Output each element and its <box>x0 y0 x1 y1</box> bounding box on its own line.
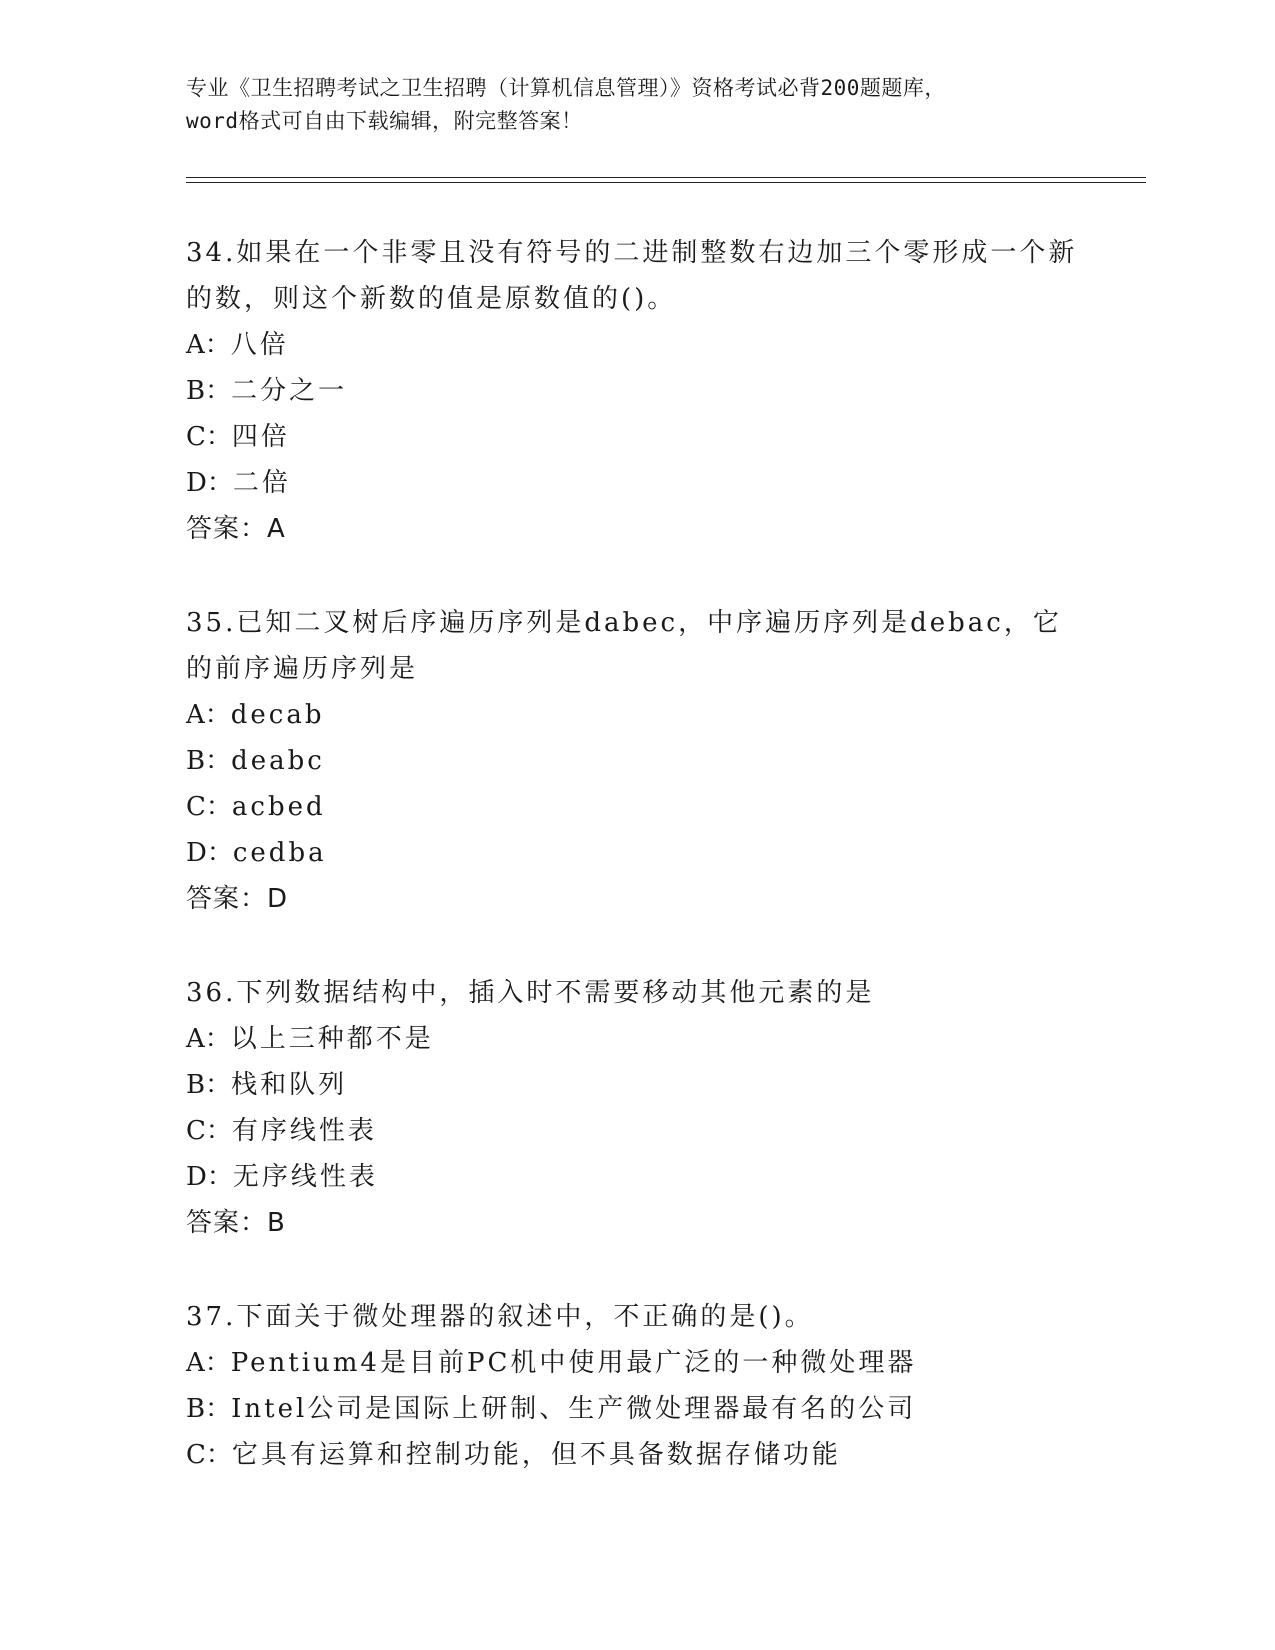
option-letter: C： <box>186 422 232 452</box>
option-text: 二倍 <box>232 468 291 498</box>
answer-line: 答案：D <box>186 884 289 914</box>
question-text: 35.已知二叉树后序遍历序列是dabec，中序遍历序列是debac，它的前序遍历序列是 <box>186 608 1062 684</box>
option-letter: C： <box>186 792 232 822</box>
option-row <box>186 322 1086 368</box>
option-row <box>186 738 1086 784</box>
question-text: 34.如果在一个非零且没有符号的二进制整数右边加三个零形成一个新的数，则这个新数的值是原数值的()。 <box>186 238 1078 314</box>
header-line-2: word格式可自由下载编辑，附完整答案！ <box>186 109 583 133</box>
document-header <box>186 72 1086 138</box>
option-letter: A： <box>186 1348 231 1378</box>
option-row <box>186 460 1086 506</box>
option-letter: A： <box>186 1024 231 1054</box>
option-row <box>186 1340 1086 1386</box>
option-text: 无序线性表 <box>232 1162 378 1192</box>
question-item <box>186 1294 1086 1478</box>
option-text: 八倍 <box>230 330 289 360</box>
option-letter: D： <box>186 838 233 868</box>
question-list <box>186 230 1086 1526</box>
option-text: decab <box>230 700 325 730</box>
option-letter: C： <box>186 1440 232 1470</box>
option-text: 栈和队列 <box>231 1070 348 1100</box>
option-row <box>186 1016 1086 1062</box>
option-text: 四倍 <box>231 422 290 452</box>
answer-line: 答案：A <box>186 514 286 544</box>
option-letter: A： <box>186 330 231 360</box>
header-divider <box>186 177 1146 178</box>
option-row <box>186 1108 1086 1154</box>
option-letter: B： <box>186 376 232 406</box>
option-text: 二分之一 <box>231 376 348 406</box>
option-text: 有序线性表 <box>231 1116 377 1146</box>
option-row <box>186 1386 1086 1432</box>
option-text: Intel公司是国际上研制、生产微处理器最有名的公司 <box>231 1394 917 1424</box>
option-letter: B： <box>186 746 232 776</box>
answer-line: 答案：B <box>186 1208 286 1238</box>
option-text: Pentium4是目前PC机中使用最广泛的一种微处理器 <box>230 1348 917 1378</box>
option-row <box>186 1154 1086 1200</box>
header-line-1: 专业《卫生招聘考试之卫生招聘（计算机信息管理）》资格考试必背200题题库， <box>186 76 946 100</box>
question-item <box>186 600 1086 922</box>
header-divider <box>186 182 1146 183</box>
question-item <box>186 230 1086 552</box>
option-letter: A： <box>186 700 231 730</box>
option-letter: B： <box>186 1070 232 1100</box>
question-text: 37.下面关于微处理器的叙述中，不正确的是()。 <box>186 1302 814 1332</box>
option-letter: B： <box>186 1394 232 1424</box>
option-row <box>186 784 1086 830</box>
option-text: cedba <box>232 838 327 868</box>
option-text: deabc <box>231 746 325 776</box>
option-text: 以上三种都不是 <box>230 1024 434 1054</box>
option-letter: C： <box>186 1116 232 1146</box>
question-text: 36.下列数据结构中，插入时不需要移动其他元素的是 <box>186 978 875 1008</box>
option-row <box>186 368 1086 414</box>
option-row <box>186 830 1086 876</box>
option-text: 它具有运算和控制功能，但不具备数据存储功能 <box>231 1440 841 1470</box>
option-row <box>186 414 1086 460</box>
option-row <box>186 692 1086 738</box>
option-row <box>186 1432 1086 1478</box>
option-letter: D： <box>186 468 233 498</box>
option-letter: D： <box>186 1162 233 1192</box>
option-text: acbed <box>231 792 326 822</box>
option-row <box>186 1062 1086 1108</box>
question-item <box>186 970 1086 1246</box>
